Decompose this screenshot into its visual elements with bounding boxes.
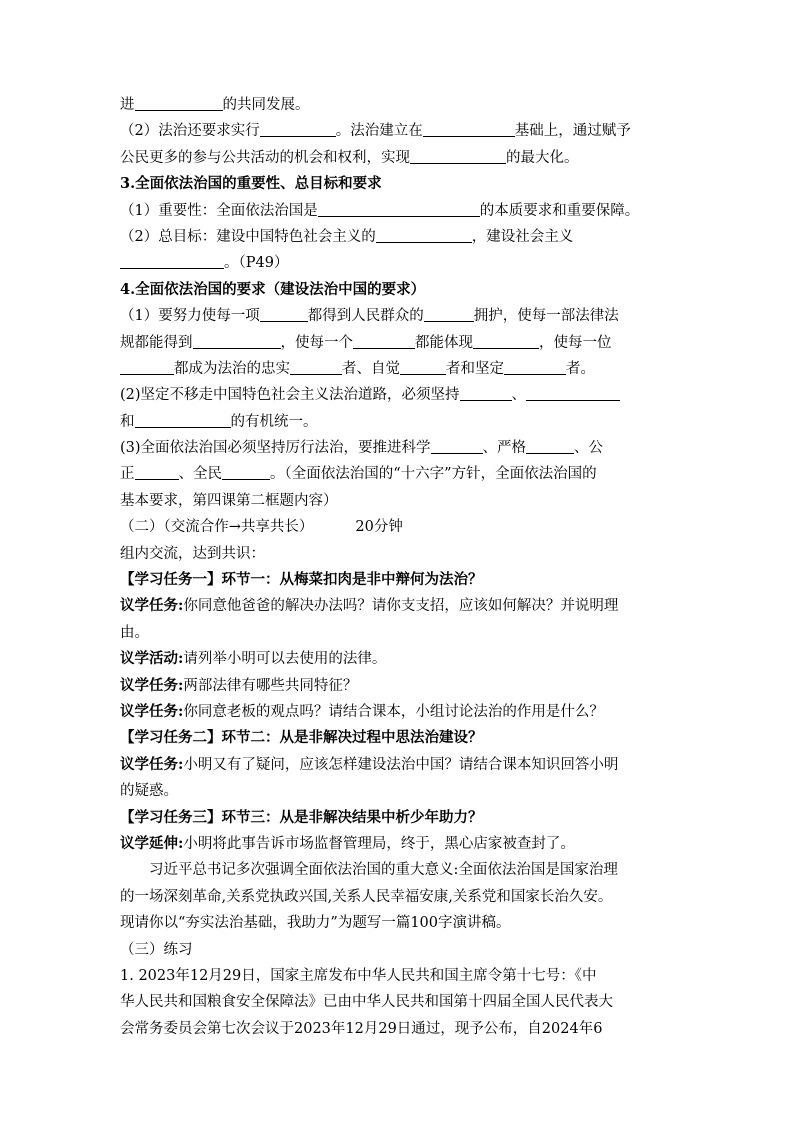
- text-line: 组内交流，达到共识：: [120, 545, 265, 562]
- text-line: （2）法治还要求实行 。法治建立在 基础上，通过赋予: [120, 123, 631, 140]
- fill-blank[interactable]: [135, 464, 179, 480]
- task-heading: 【学习任务一】环节一：从梅菜扣肉是非中辩何为法治？: [120, 571, 483, 589]
- text-line: 议学延伸:小明将此事告诉市场监督管理局，终于，黑心店家被查封了。: [120, 834, 575, 852]
- text-line: （1）重要性：全面依法治国是 的本质要求和重要保障。: [120, 202, 640, 219]
- text-line: 和 的有机统一。: [120, 413, 318, 430]
- text-line: 由。: [120, 624, 149, 641]
- fill-blank[interactable]: [222, 464, 270, 480]
- text-line: 公民更多的参与公共活动的机会和权利，实现 的最大化。: [120, 149, 579, 166]
- fill-blank[interactable]: [193, 333, 281, 349]
- fill-blank[interactable]: [423, 121, 515, 137]
- fill-blank[interactable]: [431, 438, 483, 454]
- text-line: 议学活动:请列举小明可以去使用的法律。: [120, 650, 387, 668]
- task-heading: 【学习任务三】环节三：从是非解决结果中析少年助力？: [120, 808, 483, 826]
- fill-blank[interactable]: [260, 121, 336, 137]
- fill-blank[interactable]: [135, 412, 231, 428]
- text-line: （三）练习: [120, 941, 193, 958]
- fill-blank[interactable]: [504, 359, 566, 375]
- text-line: 议学任务:你同意他爸爸的解决办法吗？请你支支招，应该如何解决？并说明理: [120, 597, 619, 615]
- fill-blank[interactable]: [424, 306, 474, 322]
- text-line: 基本要求，第四课第二框题内容）: [120, 492, 338, 509]
- fill-blank[interactable]: [120, 359, 174, 375]
- fill-blank[interactable]: [460, 385, 512, 401]
- text-line: （1）要努力使每一项 都得到人民群众的 拥护，使每一部法律法: [120, 308, 619, 325]
- text-line: 议学任务:小明又有了疑问，应该怎样建设法治中国？请结合课本知识回答小明: [120, 755, 619, 773]
- fill-blank[interactable]: [400, 359, 446, 375]
- fill-blank[interactable]: [318, 201, 480, 217]
- text-line: 正 、全民 。（全面依法治国的“十六字”方针，全面依法治国的: [120, 466, 597, 483]
- section-heading: 4.全面依法治国的要求（建设法治中国的要求）: [120, 280, 426, 298]
- fill-blank[interactable]: [120, 253, 224, 269]
- text-line: （二）（交流合作→共享共长） 20分钟: [120, 519, 403, 536]
- fill-blank[interactable]: [410, 148, 506, 164]
- text-line: 都成为法治的忠实 者、自觉 者和坚定 者。: [120, 356, 690, 382]
- section-heading: 3.全面依法治国的重要性、总目标和要求: [120, 175, 382, 193]
- text-line: （2）总目标：建设中国特色社会主义的 ，建设社会主义: [120, 228, 574, 245]
- text-line: 现请你以“夯实法治基础，我助力”为题写一篇100字演讲稿。: [120, 915, 511, 932]
- text-line: (3)全面依法治国必须坚持厉行法治，要推进科学 、严格 、公: [120, 440, 604, 457]
- fill-blank[interactable]: [135, 95, 223, 111]
- text-line: 的一场深刻革命,关系党执政兴国,关系人民幸福安康,关系党和国家长治久安。: [120, 888, 613, 905]
- text-line: (2)坚定不移走中国特色社会主义法治道路，必须坚持 、: [120, 382, 690, 408]
- fill-blank[interactable]: [260, 306, 308, 322]
- text-line: 习近平总书记多次强调全面依法治国的重大意义:全面依法治国是国家治理: [149, 862, 618, 879]
- fill-blank[interactable]: [526, 385, 620, 401]
- text-line: 会常务委员会第七次会议于2023年12月29日通过，现予公布，自2024年6: [120, 1020, 603, 1037]
- document-page: [120, 92, 690, 1042]
- fill-blank[interactable]: [526, 438, 574, 454]
- fill-blank[interactable]: [353, 333, 415, 349]
- text-line: 1. 2023年12月29日，国家主席发布中华人民共和国主席令第十七号：《中: [120, 967, 597, 984]
- text-line: 的疑惑。: [120, 783, 178, 800]
- text-line: 华人民共和国粮食安全保障法》已由中华人民共和国第十四届全国人民代表大: [120, 994, 613, 1011]
- text-line: 规都能得到 ，使每一个 都能体现 ，使每一位: [120, 334, 612, 351]
- text-line: 。（P49）: [120, 250, 690, 276]
- fill-blank[interactable]: [473, 333, 539, 349]
- text-line: 议学任务:你同意老板的观点吗？请结合课本，小组讨论法治的作用是什么？: [120, 702, 604, 720]
- text-line: 进 的共同发展。: [120, 97, 310, 113]
- fill-blank[interactable]: [376, 227, 472, 243]
- fill-blank[interactable]: [290, 359, 342, 375]
- text-line: 议学任务:两部法律有哪些共同特征？: [120, 676, 358, 694]
- task-heading: 【学习任务二】环节二：从是非解决过程中思法治建设？: [120, 729, 483, 747]
